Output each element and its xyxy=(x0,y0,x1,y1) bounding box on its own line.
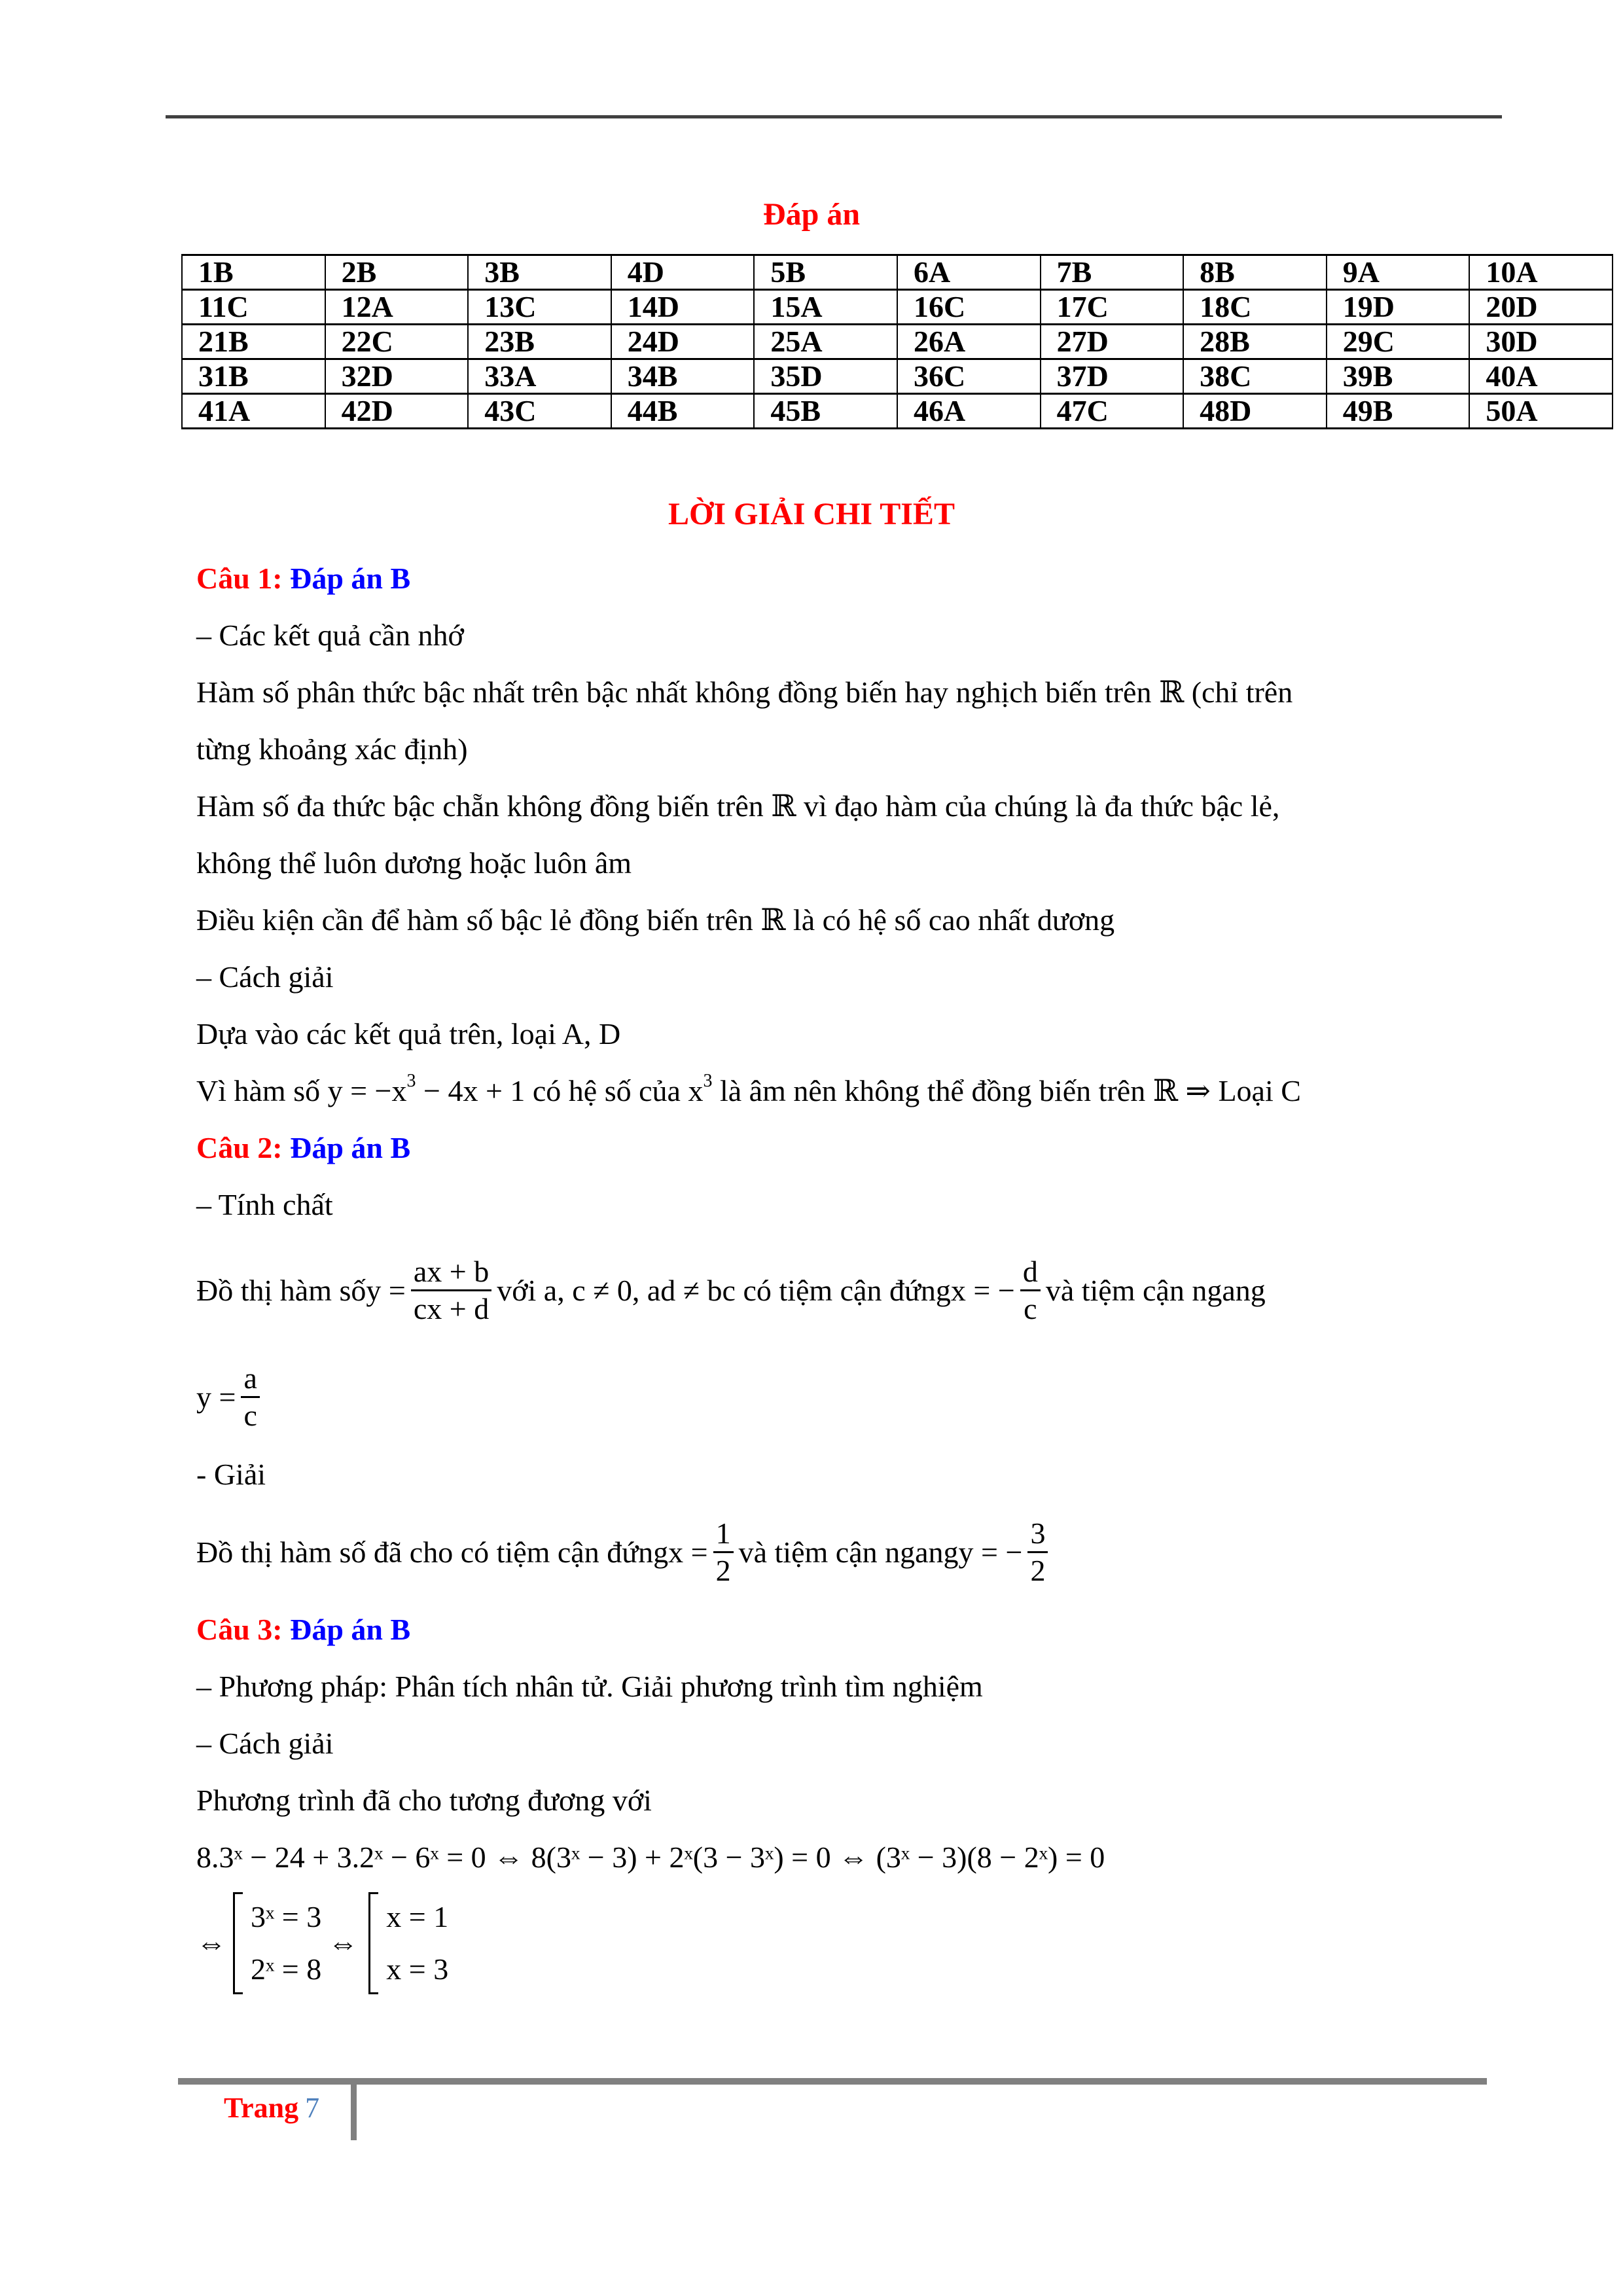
answer-cell: 27D xyxy=(1041,325,1184,359)
answer-cell: 29C xyxy=(1327,325,1470,359)
q1-function-formula: $y = -x^3 - 4x + 1$ xyxy=(327,1071,526,1107)
table-row xyxy=(182,255,1613,290)
q1-x-cubed: $x^3$ xyxy=(688,1071,713,1107)
q1-line: – Cách giải xyxy=(196,960,334,994)
q1-line: – Các kết quả cần nhớ xyxy=(196,619,464,652)
answer-cell: 49B xyxy=(1327,394,1470,429)
q2-heading xyxy=(196,1119,1440,1176)
answer-cell: 41A xyxy=(182,394,325,429)
q1-line: Hàm số đa thức bậc chẵn không đồng biến trên ℝ vì đạo hàm của chúng là đa thức bậc lẻ, xyxy=(196,789,1280,823)
q1-heading xyxy=(196,550,1440,607)
answer-cell: 5B xyxy=(754,255,897,290)
answer-cell: 36C xyxy=(897,359,1041,394)
q2-property: Đồ thị hàm số y = $\frac{ax + b}{cx + d}$ với a, c ≠ 0, ad ≠ bc có tiệm cận đứng x = − $\frac{d}{c}$ và tiệm cận ngang xyxy=(196,1255,1266,1325)
header-rule xyxy=(166,115,1502,118)
q1-line: Điều kiện cần để hàm số bậc lẻ đồng biến trên ℝ là có hệ số cao nhất dương xyxy=(196,903,1115,937)
answer-cell: 6A xyxy=(897,255,1041,290)
answer-cell: 22C xyxy=(325,325,469,359)
q2-line: – Tính chất xyxy=(196,1188,333,1221)
q3-line: – Phương pháp: Phân tích nhân tử. Giải phương trình tìm nghiệm xyxy=(196,1670,983,1703)
solutions-content xyxy=(196,550,1440,2000)
q1-line: Dựa vào các kết quả trên, loại A, D xyxy=(196,1017,621,1050)
answer-cell: 2B xyxy=(325,255,469,290)
answer-cell: 26A xyxy=(897,325,1041,359)
q1-conclusion: Vì hàm số $y = -x^3 - 4x + 1$ có hệ số của $x^3$ là âm nên không thể đồng biến trên ℝ ⇒ Loại C xyxy=(196,1071,1301,1107)
answer-cell: 7B xyxy=(1041,255,1184,290)
answer-cell: 10A xyxy=(1469,255,1613,290)
answer-cell: 18C xyxy=(1183,290,1327,325)
q1-answer: Đáp án B xyxy=(290,562,411,595)
answer-cell: 33A xyxy=(468,359,611,394)
answer-cell: 34B xyxy=(611,359,755,394)
answer-cell: 40A xyxy=(1469,359,1613,394)
solutions-title: LỜI GIẢI CHI TIẾT xyxy=(668,497,955,531)
q3-answer: Đáp án B xyxy=(290,1613,411,1646)
answer-cell: 4D xyxy=(611,255,755,290)
answer-key-title: Đáp án xyxy=(762,197,861,232)
answer-cell: 39B xyxy=(1327,359,1470,394)
answer-cell: 43C xyxy=(468,394,611,429)
answer-cell: 19D xyxy=(1327,290,1470,325)
q3-equation: 8.3ˣ − 24 + 3.2ˣ − 6ˣ = 0 ⇔ 8(3ˣ − 3) + 2ˣ(3 − 3ˣ) = 0 ⇔ (3ˣ − 3)(8 − 2ˣ) = 0 xyxy=(196,1840,1105,1874)
answer-cell: 37D xyxy=(1041,359,1184,394)
answer-cell: 45B xyxy=(754,394,897,429)
answer-cell: 3B xyxy=(468,255,611,290)
q1-label: Câu 1: xyxy=(196,562,283,595)
answer-cell: 16C xyxy=(897,290,1041,325)
answer-key-table xyxy=(181,254,1613,429)
answer-cell: 23B xyxy=(468,325,611,359)
answer-cell: 38C xyxy=(1183,359,1327,394)
page-number: Trang 7 xyxy=(224,2092,320,2124)
answer-cell: 48D xyxy=(1183,394,1327,429)
footer-divider xyxy=(351,2085,357,2140)
fraction: $\frac{d}{c}$ xyxy=(1020,1257,1041,1324)
answer-cell: 11C xyxy=(182,290,325,325)
q3-label: Câu 3: xyxy=(196,1613,283,1646)
q1-line: từng khoảng xác định) xyxy=(196,732,468,766)
answer-cell: 24D xyxy=(611,325,755,359)
q3-line: – Cách giải xyxy=(196,1727,334,1760)
answer-cell: 30D xyxy=(1469,325,1613,359)
table-row xyxy=(182,290,1613,325)
case-bracket-left: 3ˣ = 3 2ˣ = 8 xyxy=(226,1892,321,1994)
table-row xyxy=(182,394,1613,429)
answer-cell: 8B xyxy=(1183,255,1327,290)
answer-cell: 13C xyxy=(468,290,611,325)
answer-cell: 12A xyxy=(325,290,469,325)
fraction: $\frac{a}{c}$ xyxy=(241,1363,259,1431)
answer-cell: 35D xyxy=(754,359,897,394)
q2-horizontal-asymptote: y = $\frac{a}{c}$ xyxy=(196,1348,1440,1446)
q2-answer: Đáp án B xyxy=(290,1131,411,1164)
answer-cell: 32D xyxy=(325,359,469,394)
answer-cell: 20D xyxy=(1469,290,1613,325)
q2-result: Đồ thị hàm số đã cho có tiệm cận đứng x = $\frac{1}{2}$ và tiệm cận ngang y = − $\frac{3}{2}$ xyxy=(196,1503,1440,1601)
q3-system: ⇔ 3ˣ = 3 2ˣ = 8 ⇔ x = 1 x = 3 xyxy=(196,1886,1440,2000)
table-row xyxy=(182,325,1613,359)
answer-cell: 1B xyxy=(182,255,325,290)
answer-cell: 14D xyxy=(611,290,755,325)
answer-cell: 9A xyxy=(1327,255,1470,290)
answer-cell: 28B xyxy=(1183,325,1327,359)
answer-cell: 50A xyxy=(1469,394,1613,429)
q3-heading xyxy=(196,1601,1440,1658)
fraction: $\frac{ax + b}{cx + d}$ xyxy=(411,1257,491,1324)
footer-rule xyxy=(178,2078,1487,2085)
answer-cell: 21B xyxy=(182,325,325,359)
answer-cell: 15A xyxy=(754,290,897,325)
answer-cell: 25A xyxy=(754,325,897,359)
answer-cell: 46A xyxy=(897,394,1041,429)
answer-cell: 31B xyxy=(182,359,325,394)
case-bracket-right: x = 1 x = 3 xyxy=(362,1892,448,1994)
fraction: $\frac{3}{2}$ xyxy=(1027,1518,1048,1586)
table-row xyxy=(182,359,1613,394)
q3-line: Phương trình đã cho tương đương với xyxy=(196,1784,652,1817)
answer-cell: 47C xyxy=(1041,394,1184,429)
q2-line: - Giải xyxy=(196,1458,266,1491)
answer-cell: 44B xyxy=(611,394,755,429)
q1-line: Hàm số phân thức bậc nhất trên bậc nhất không đồng biến hay nghịch biến trên ℝ (chỉ trên xyxy=(196,675,1293,709)
q2-label: Câu 2: xyxy=(196,1131,283,1164)
answer-cell: 42D xyxy=(325,394,469,429)
answer-cell: 17C xyxy=(1041,290,1184,325)
q1-line: không thể luôn dương hoặc luôn âm xyxy=(196,846,632,880)
fraction: $\frac{1}{2}$ xyxy=(713,1518,734,1586)
